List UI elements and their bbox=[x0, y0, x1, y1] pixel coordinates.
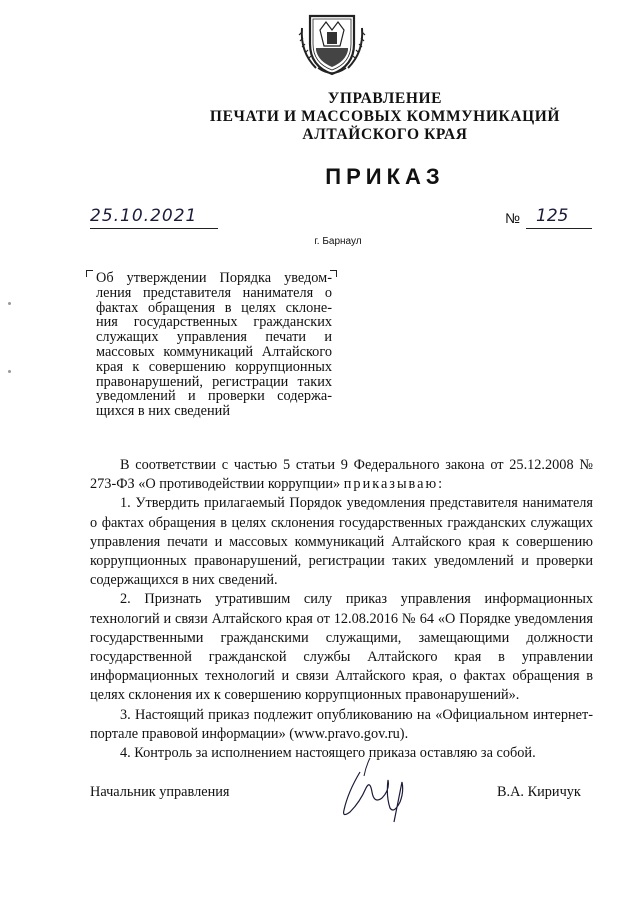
order-item-2: 2. Признать утратившим силу приказ управления информационных технологий и связи Алтайского края от 12.08.2016 № 64 «О Порядке уведомления государственными гражданскими служащими, замещающими должности государственной гражданской службы Алтайского края в управлении информационных технологий и связи Алтайского края, о фактах обращения в целях склонения их к совершению коррупционных правонарушений». bbox=[90, 591, 593, 704]
subject-bracket-left bbox=[86, 270, 93, 277]
header-line-1: УПРАВЛЕНИЕ bbox=[327, 90, 443, 107]
order-number: 125 bbox=[536, 206, 569, 226]
subject-line: края к совершению коррупционных bbox=[96, 358, 332, 375]
subject-line: уведомлений и проверки содержа- bbox=[96, 388, 332, 405]
intro-paragraph bbox=[90, 456, 593, 494]
header-line-2: ПЕЧАТИ И МАССОВЫХ КОММУНИКАЦИЙ bbox=[209, 108, 561, 125]
order-number-field bbox=[526, 206, 592, 229]
scan-speck bbox=[8, 370, 11, 373]
subject-line: щихся в них сведений bbox=[96, 403, 230, 420]
handwritten-signature bbox=[330, 752, 430, 824]
subject-block bbox=[96, 271, 332, 419]
signatory-role: Начальник управления bbox=[90, 784, 230, 800]
order-item-4: 4. Контроль за исполнением настоящего приказа оставляю за собой. bbox=[120, 745, 536, 762]
document-title: ПРИКАЗ bbox=[325, 164, 445, 189]
agency-header bbox=[0, 90, 640, 144]
coat-of-arms-emblem bbox=[296, 8, 368, 80]
scan-speck bbox=[8, 302, 11, 305]
subject-line: служащих управления печати и bbox=[96, 329, 332, 346]
order-body bbox=[90, 456, 593, 763]
subject-line: Об утверждении Порядка уведом- bbox=[96, 270, 332, 286]
order-item-3: 3. Настоящий приказ подлежит опубликованию на «Официальном интернет-портале правовой информации» (www.pravo.gov.ru). bbox=[90, 706, 593, 742]
subject-line: ния государственных гражданских bbox=[96, 314, 332, 331]
order-word: приказываю: bbox=[343, 476, 445, 493]
subject-line: фактах обращения в целях склоне- bbox=[96, 299, 332, 316]
number-sign: № bbox=[505, 210, 521, 226]
subject-line: правонарушений, регистрации таких bbox=[96, 373, 332, 390]
header-line-3: АЛТАЙСКОГО КРАЯ bbox=[302, 126, 468, 143]
order-date: 25.10.2021 bbox=[90, 206, 218, 229]
order-item-1: 1. Утвердить прилагаемый Порядок уведомления представителя нанимателя о фактах обращения в целях склонения государственных гражданских служащих управления печати и массовых коммуникаций Алтайского края к совершению коррупционных правонарушений, регистрации таких уведомлений и проверки содержащихся в них сведений. bbox=[90, 495, 593, 589]
signatory-name: В.А. Киричук bbox=[497, 784, 581, 800]
intro-text: В соответствии с частью 5 статьи 9 Федерального закона от 25.12.2008 № 273-ФЗ «О противодействии коррупции» bbox=[90, 457, 593, 493]
subject-line: ления представителя нанимателя о bbox=[96, 284, 332, 301]
subject-line: массовых коммуникаций Алтайского bbox=[96, 343, 332, 360]
city-label: г. Барнаул bbox=[314, 236, 362, 247]
